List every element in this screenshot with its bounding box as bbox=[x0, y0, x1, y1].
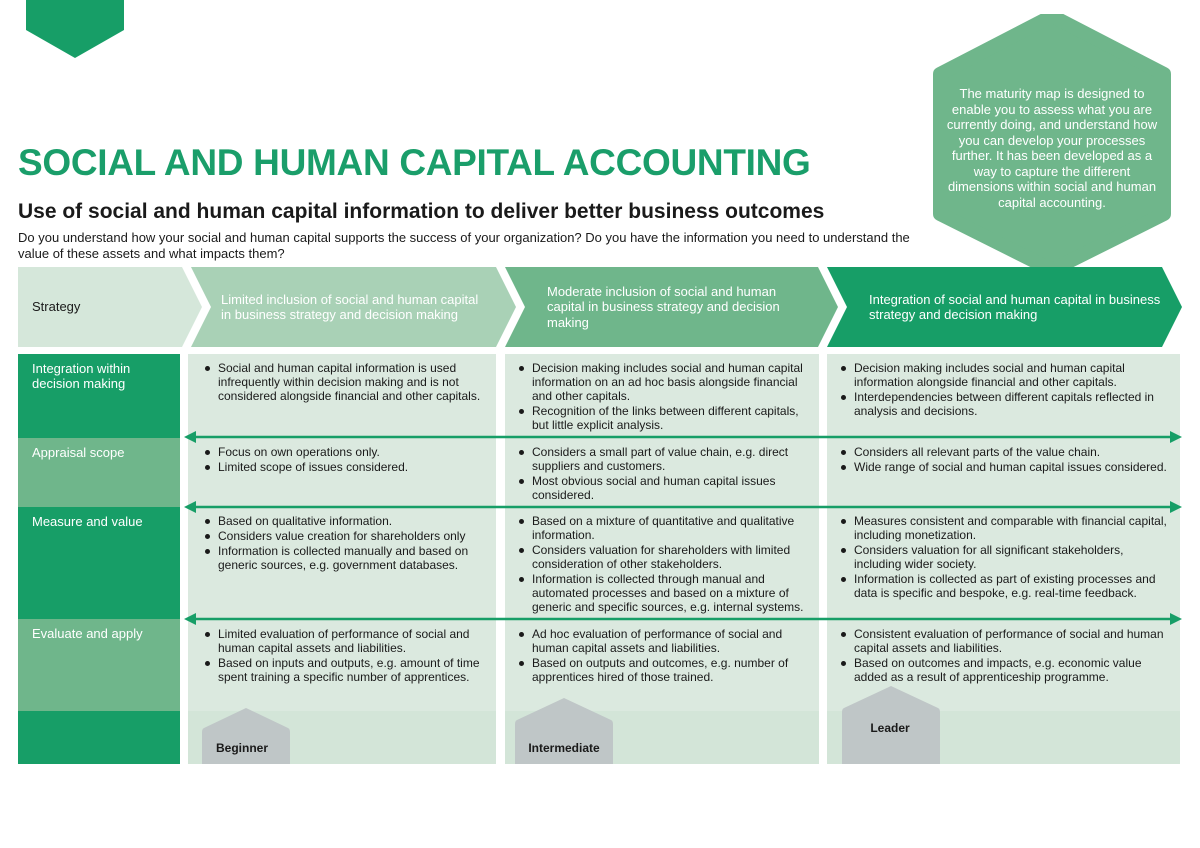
list-item: Information is collected as part of existing processes and data is specific and bespoke, e.g. real-time feedback. bbox=[838, 572, 1174, 600]
list-item: Social and human capital information is used infrequently within decision making and is not considered alongside financial and other capitals. bbox=[202, 361, 490, 403]
badge-beginner-label: Beginner bbox=[215, 741, 268, 755]
list-item: Limited evaluation of performance of social and human capital assets and liabilities. bbox=[202, 627, 490, 655]
page-subtitle: Use of social and human capital information to deliver better business outcomes bbox=[18, 200, 825, 223]
list-item: Information is collected manually and based on generic sources, e.g. government databases. bbox=[202, 544, 490, 572]
cell-integration-beginner bbox=[202, 361, 490, 404]
row-label-evaluate: Evaluate and apply bbox=[18, 619, 180, 711]
arrow-3 bbox=[184, 613, 1182, 625]
list-item: Considers valuation for all significant stakeholders, including wider society. bbox=[838, 543, 1174, 571]
list-item: Information is collected through manual and automated processes and based on a mixture of generic and specific sources, e.g. internal systems. bbox=[516, 572, 812, 614]
row-divider-arrows bbox=[180, 425, 1186, 625]
list-item: Consistent evaluation of performance of social and human capital assets and liabilities. bbox=[838, 627, 1174, 655]
list-item: Wide range of social and human capital issues considered. bbox=[838, 460, 1174, 474]
row-label-footer bbox=[18, 711, 180, 764]
strategy-level-integration: Integration of social and human capital in business strategy and decision making bbox=[869, 291, 1161, 322]
page-title: SOCIAL AND HUMAN CAPITAL ACCOUNTING bbox=[18, 142, 811, 183]
cell-evaluate-intermediate bbox=[516, 627, 812, 685]
list-item: Ad hoc evaluation of performance of social and human capital assets and liabilities. bbox=[516, 627, 812, 655]
row-label-integration: Integration within decision making bbox=[18, 354, 180, 438]
list-item: Considers valuation for shareholders with limited consideration of other stakeholders. bbox=[516, 543, 812, 571]
arrow-1 bbox=[184, 431, 1182, 443]
cell-integration-leader bbox=[838, 361, 1174, 419]
list-item: Considers a small part of value chain, e.g. direct suppliers and customers. bbox=[516, 445, 812, 473]
cell-evaluate-beginner bbox=[202, 627, 490, 685]
list-item: Based on inputs and outputs, e.g. amount of time spent training a specific number of apprentices. bbox=[202, 656, 490, 684]
badge-leader-label: Leader bbox=[870, 721, 910, 735]
list-item: Decision making includes social and human capital information alongside financial and other capitals. bbox=[838, 361, 1174, 389]
strategy-level-moderate: Moderate inclusion of social and human capital in business strategy and decision making bbox=[547, 283, 780, 330]
badge-intermediate-label: Intermediate bbox=[528, 741, 600, 755]
list-item: Considers all relevant parts of the value chain. bbox=[838, 445, 1174, 459]
row-label-appraisal: Appraisal scope bbox=[18, 438, 180, 507]
row-label-measure: Measure and value bbox=[18, 507, 180, 619]
list-item: Based on outcomes and impacts, e.g. economic value added as a result of apprenticeship programme. bbox=[838, 656, 1174, 684]
badge-beginner-shape bbox=[200, 706, 292, 764]
list-item: Recognition of the links between different capitals, but little explicit analysis. bbox=[516, 404, 812, 432]
cell-evaluate-leader bbox=[838, 627, 1174, 685]
strategy-label: Strategy bbox=[32, 299, 81, 315]
list-item: Most obvious social and human capital issues considered. bbox=[516, 474, 812, 502]
list-item: Considers value creation for shareholders only bbox=[202, 529, 490, 543]
list-item: Limited scope of issues considered. bbox=[202, 460, 490, 474]
list-item: Decision making includes social and human capital information on an ad hoc basis alongside financial and other capitals. bbox=[516, 361, 812, 403]
callout-text: The maturity map is designed to enable you to assess what you are currently doing, and understand how you can develop your processes further. It has been developed as a way to capture the different dimensions within social and human capital accounting. bbox=[946, 86, 1158, 210]
cell-integration-intermediate bbox=[516, 361, 812, 433]
arrow-2 bbox=[184, 501, 1182, 513]
list-item: Based on outputs and outcomes, e.g. number of apprentices hired of those trained. bbox=[516, 656, 812, 684]
list-item: Based on a mixture of quantitative and qualitative information. bbox=[516, 514, 812, 542]
list-item: Focus on own operations only. bbox=[202, 445, 490, 459]
strategy-level-limited: Limited inclusion of social and human capital in business strategy and decision making bbox=[221, 291, 479, 322]
list-item: Measures consistent and comparable with financial capital, including monetization. bbox=[838, 514, 1174, 542]
list-item: Interdependencies between different capitals reflected in analysis and decisions. bbox=[838, 390, 1174, 418]
list-item: Based on qualitative information. bbox=[202, 514, 490, 528]
intro-text: Do you understand how your social and human capital supports the success of your organization? Do you have the information you need to understand the value of these assets and what impacts them? bbox=[18, 230, 910, 261]
header-tab-shape bbox=[26, 0, 124, 58]
